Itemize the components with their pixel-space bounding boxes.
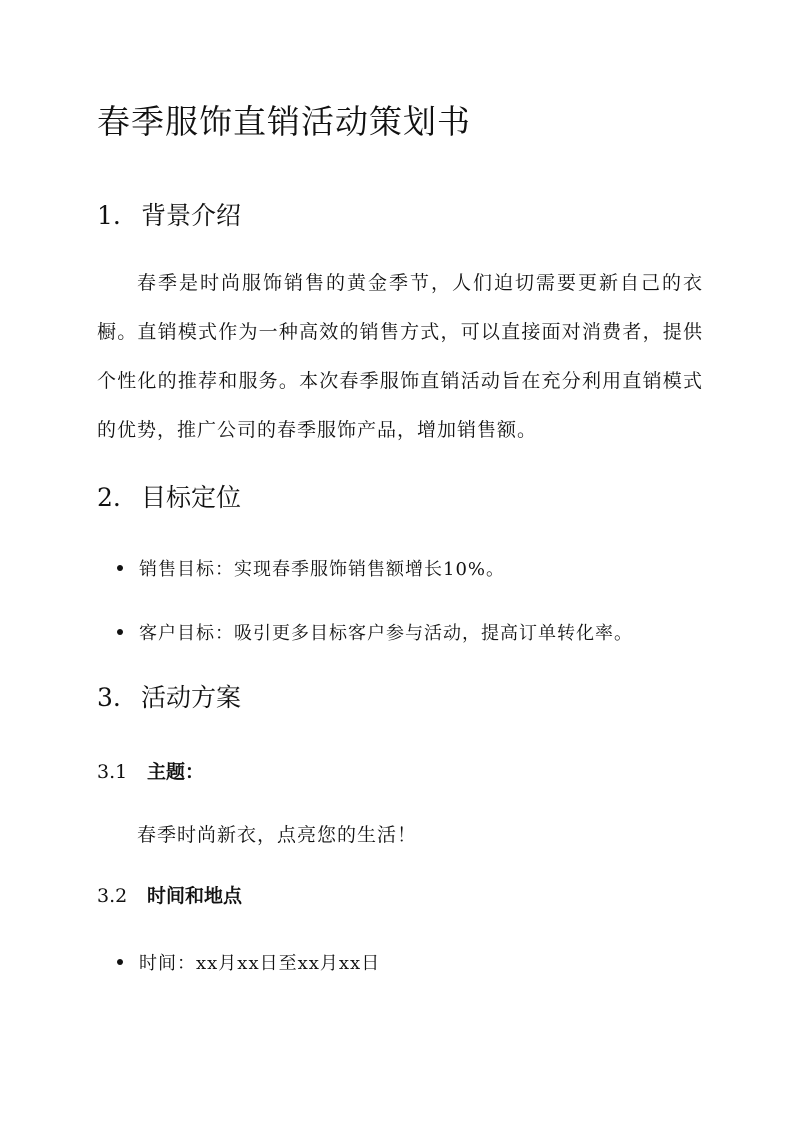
subsection-3-1-heading <box>97 757 204 784</box>
list-item-time <box>117 949 380 975</box>
section-3-title: 活动方案 <box>141 683 242 712</box>
section-1-number: 1. <box>97 201 121 230</box>
document-title: 春季服饰直销活动策划书 <box>97 102 471 141</box>
subsection-3-1-number: 3.1 <box>97 761 128 783</box>
section-3-number: 3. <box>97 683 121 712</box>
bullet-dot-icon <box>117 959 123 965</box>
section-1-heading <box>97 196 241 232</box>
section-2-heading <box>97 478 241 514</box>
section-2-title: 目标定位 <box>141 483 242 512</box>
subsection-3-2-title: 时间和地点 <box>147 885 243 907</box>
subsection-3-2-number: 3.2 <box>97 885 128 907</box>
list-item-text: 客户目标：吸引更多目标客户参与活动，提高订单转化率。 <box>139 623 633 644</box>
list-item-text: 销售目标：实现春季服饰销售额增长10%。 <box>139 559 506 580</box>
subsection-3-2-heading <box>97 881 242 908</box>
background-paragraph: 春季是时尚服饰销售的黄金季节，人们迫切需要更新自己的衣橱。直销模式作为一种高效的销售方式，可以直接面对消费者，提供个性化的推荐和服务。本次春季服饰直销活动旨在充分利用直销模式的优势，推广公司的春季服饰产品，增加销售额。 <box>97 272 703 441</box>
bullet-dot-icon <box>117 629 123 635</box>
bullet-dot-icon <box>117 565 123 571</box>
section-2-number: 2. <box>97 483 121 512</box>
list-item-text: 时间：xx月xx日至xx月xx日 <box>139 953 381 974</box>
section-1-title: 背景介绍 <box>141 201 242 230</box>
theme-text: 春季时尚新衣，点亮您的生活！ <box>137 824 418 846</box>
section-3-heading <box>97 678 241 714</box>
subsection-3-1-title: 主题： <box>147 761 205 783</box>
list-item-sales-goal <box>117 555 505 581</box>
list-item-customer-goal <box>117 619 633 645</box>
